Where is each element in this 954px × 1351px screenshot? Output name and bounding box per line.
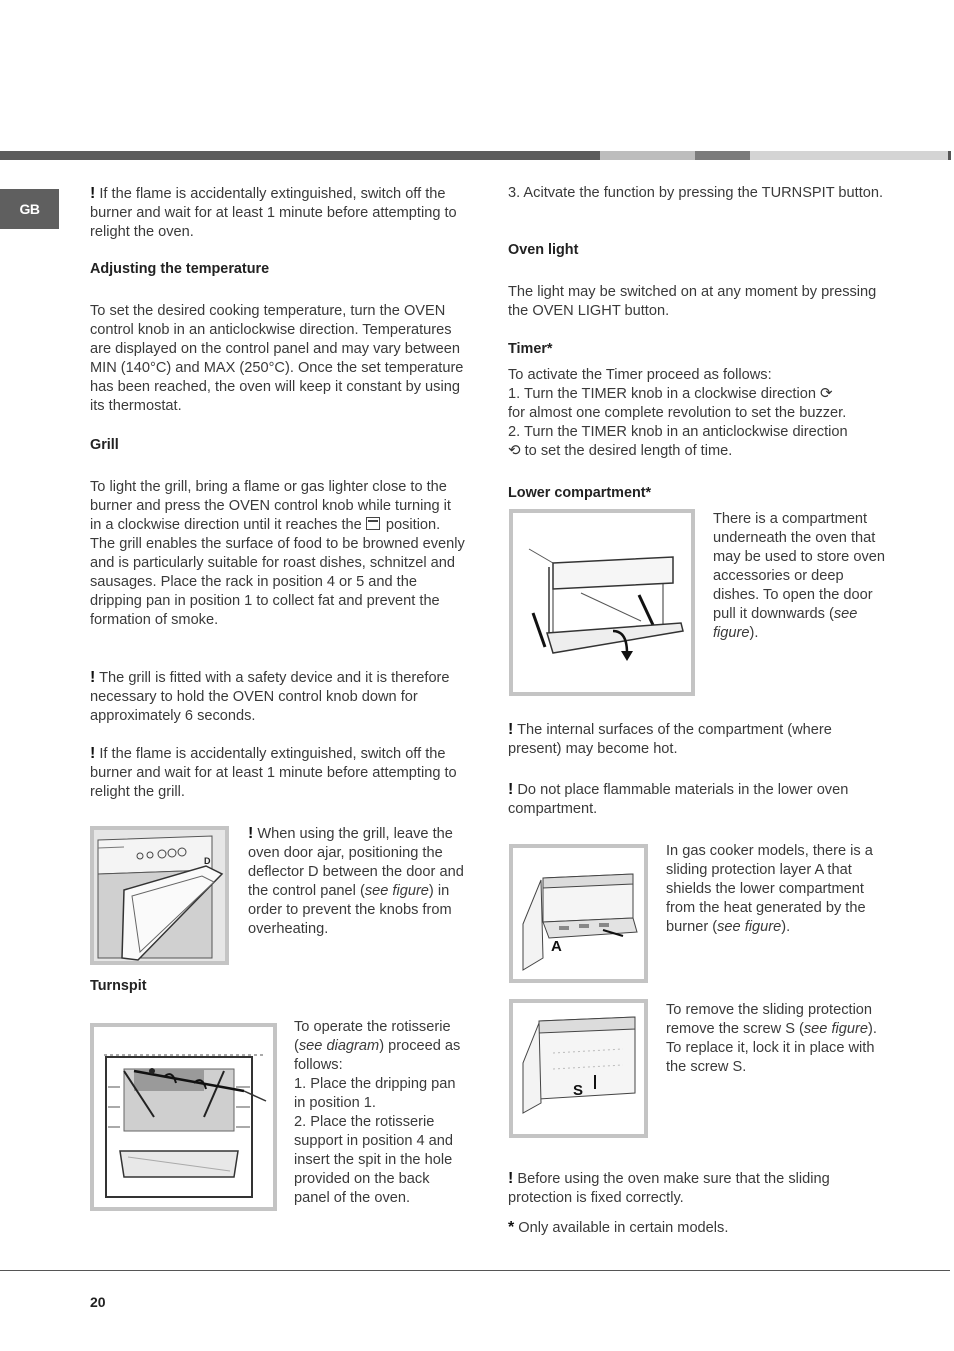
sliding-layer-illustration [513,848,644,979]
turnspit-step-3: 3. Acitvate the function by pressing the TURNSPIT button. [508,185,884,201]
rotisserie-diagram [94,1027,273,1207]
heading-turnspit: Turnspit [90,978,147,994]
sliding-protection-figure [509,844,648,983]
heading-adjusting-temperature: Adjusting the temperature [90,261,270,277]
adjusting-temperature-text: To set the desired cooking temperature, turn the OVEN control knob in an anticlockwise direction. Temperatures are displayed on the control panel and may vary between MIN (140°C) and MAX (250°C). Once the set temperature has been reached, the oven will keep it constant by using its thermostat. [90,303,464,414]
cooker-door-ajar-illustration [94,830,225,961]
top-color-bar [0,151,954,160]
footer-rule [0,1270,950,1271]
grill-symbol-icon [366,517,380,530]
heading-oven-light: Oven light [508,242,579,258]
footnote: * Only available in certain models. [508,1219,729,1236]
heading-timer: Timer* [508,341,553,357]
warning-fixed-correctly: ! Before using the oven make sure that the sliding protection is fixed correctly. [508,1170,830,1206]
warning-relight-oven: ! If the flame is accidentally extinguished, switch off the burner and wait for at least 1 minute before attempting to relight the oven. [90,185,457,240]
oven-light-text: The light may be switched on at any moment by pressing the OVEN LIGHT button. [508,284,877,319]
warning-surfaces-hot: ! The internal surfaces of the compartment (where present) may become hot. [508,721,832,757]
sliding-protection-text: In gas cooker models, there is a sliding protection layer A that shields the lower compartment from the heat generated by the burner (see figure). [666,843,873,935]
heading-grill: Grill [90,437,119,453]
deflector-figure [90,826,229,965]
anticlockwise-rotation-icon: ⟲ [508,442,521,459]
screw-label: S [573,1082,584,1099]
turnspit-figure [90,1023,277,1211]
page-number: 20 [90,1294,106,1310]
turnspit-text: To operate the rotisserie (see diagram) proceed as follows: 1. Place the dripping pan in position 1. 2. Place the rotisserie support in position 4 and insert the spit in the hole provided on the back panel of the oven. [294,1019,461,1206]
clockwise-rotation-icon: ⟳ [820,385,833,402]
deflector-text: ! When using the grill, leave the oven door ajar, positioning the deflector D between the door and the control panel (see figure) in order to prevent the knobs from overheating. [248,825,464,937]
deflector-label: D [204,856,211,866]
heading-lower-compartment: Lower compartment* [508,485,652,501]
screw-removal-illustration [513,1003,644,1134]
warning-flammable-materials: ! Do not place flammable materials in the lower oven compartment. [508,781,849,817]
timer-text: To activate the Timer proceed as follows: 1. Turn the TIMER knob in a clockwise direction ⟳ for almost one complete revolution to set the buzzer. 2. Turn the TIMER knob in an anticlockwise direction ⟲ to set the desired length of time. [508,367,848,459]
sliding-layer-label: A [551,938,562,955]
lower-compartment-figure [509,509,695,696]
lower-compartment-text: There is a compartment underneath the oven that may be used to store oven accessories or deep dishes. To open the door pull it downwards (see figure). [713,511,885,641]
warning-relight-grill: ! If the flame is accidentally extinguished, switch off the burner and wait for at least 1 minute before attempting to relight the grill. [90,745,457,800]
screw-figure [509,999,648,1138]
compartment-door-illustration [513,513,691,692]
warning-grill-safety: ! The grill is fitted with a safety device and it is therefore necessary to hold the OVEN control knob down for approximately 6 seconds. [90,669,450,724]
language-tab: GB [0,189,59,229]
grill-text: To light the grill, bring a flame or gas lighter close to the burner and press the OVEN control knob while turning it in a clockwise direction until it reaches the position. The grill enables the surface of food to be browned evenly and is particularly suitable for roast dishes, schnitzel and sausages. Place the rack in position 4 or 5 and the dripping pan in position 1 to collect fat and prevent the formation of smoke. [90,479,465,628]
remove-protection-text: To remove the sliding protection remove the screw S (see figure). To replace it, lock it in place with the screw S. [666,1002,877,1075]
